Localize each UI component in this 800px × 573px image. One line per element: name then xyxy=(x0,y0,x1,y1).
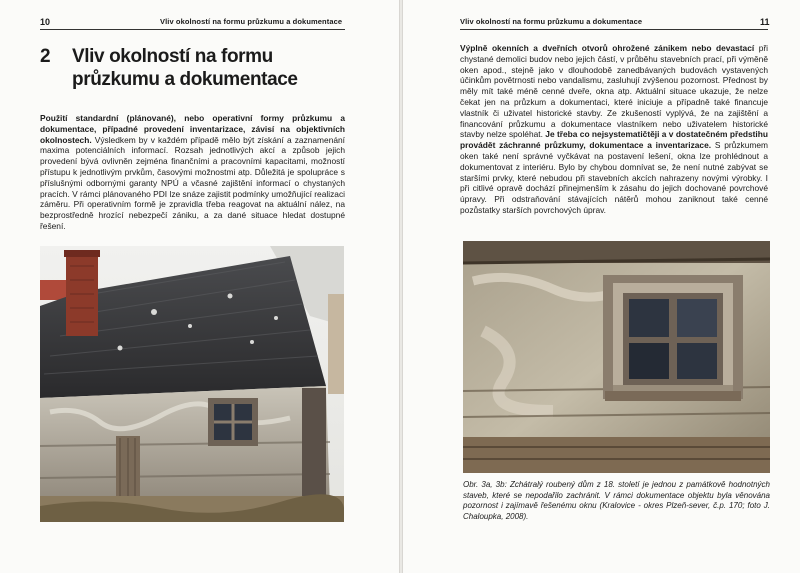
window-photo-image xyxy=(463,241,770,473)
right-page xyxy=(403,0,800,573)
left-paragraph-text: Výsledkem by v každém případě mělo být získání a zaznamenání maxima potenciálních informací. Rozsah jednotlivých akcí a způsob jejich provedení bývá ovlivněn zejména finančními a pracovními kapacitami, možností přístupu k jednotlivým prvkům, časovými možnostmi atp. Důležitá je spolupráce s příslušnými odbornými garanty NPÚ a včasné zajištění informací o chystaných pracích. V rámci plánovaného PDI lze snáze zajistit podmínky umožňující realizaci záměru. Při operativním formě je zpravidla třeba reagovat na aktuální nález, na bezprostředně hrozící nebezpečí zániku, a za dané situace hledat dostupné řešení. xyxy=(40,134,345,231)
left-page xyxy=(0,0,399,573)
running-head-right: Vliv okolností na formu průzkumu a dokumentace xyxy=(460,17,643,26)
right-paragraph-text-1: při chystané demolici budov nebo jejich částí, v průběhu stavebních prací, při výměně oken apod., stejně jako v dlouhodobě zanedbávaných budovách vystavených účinkům povětrnosti nebo vandalismu, zasluhují zvýšenou pozornost. Přednost by měly mít také méně cenné dveře, okna atp. Aktuální situace ukazuje, že nelze čekat jen na průzkum a dokumentaci, které iniciuje a případně také financuje vlastník či uživatel historické stavby. Ze zkušeností vyplývá, že na zajištění a financování průzkumu a dokumentace vlastníkem nebo uživatelem historické stavby nelze spoléhat. xyxy=(460,43,768,140)
page-number-left: 10 xyxy=(40,17,51,27)
chapter-number: 2 xyxy=(40,46,51,67)
photo-caption: Obr. 3a, 3b: Zchátralý roubený dům z 18. století je jednou z památkově hodnotných staveb, které se nepodařilo zachránit. V rámci dokumentace objektu byla věnována pozornost i zajímavě řešenému oknu (Kralovice - okres Plzeň-sever, č.p. 170; foto J. Chaloupka, 2008). xyxy=(463,480,770,521)
right-paragraph-bold-1: Výplně okenních a dveřních otvorů ohrožené zánikem nebo devastací xyxy=(460,43,755,53)
right-paragraph-bold-2: Je třeba co nejsystematičtěji a v dostatečném předstihu provádět záchranné průzkumy, dokumentace a inventarizace. xyxy=(460,129,768,151)
house-photo-image xyxy=(40,246,344,522)
chapter-title: Vliv okolností na formu průzkumu a dokumentace xyxy=(72,46,298,90)
page-number-right: 11 xyxy=(760,17,770,27)
right-paragraph xyxy=(460,43,768,216)
left-paragraph xyxy=(40,113,345,232)
right-paragraph-text-2: S průzkumem oken také není správné vyčkávat na postavení lešení, okna lze prohlédnout a dokumentovat z interiéru. Bylo by chybou domnívat se, že není nutné zabývat se staršími prvky, které nebudou při stavebních akcích nahrazeny novými výrobky. I při citlivé opravě dochází přinejmenším k zásahu do jejich dochované povrchové úpravy. Při odstraňování stávajících nátěrů mohou zaniknout také cenné pozůstatky starších povrchových úprav. xyxy=(460,140,768,215)
window-photo xyxy=(463,241,770,473)
header-rule-left xyxy=(40,29,345,30)
header-rule-right xyxy=(460,29,768,30)
house-photo xyxy=(40,246,344,522)
running-head-left: Vliv okolností na formu průzkumu a dokumentace xyxy=(160,17,343,26)
left-paragraph-bold: Použití standardní (plánované), nebo operativní formy průzkumu a dokumentace, případné provedení inventarizace, závisí na objektivních okolnostech. xyxy=(40,113,345,145)
